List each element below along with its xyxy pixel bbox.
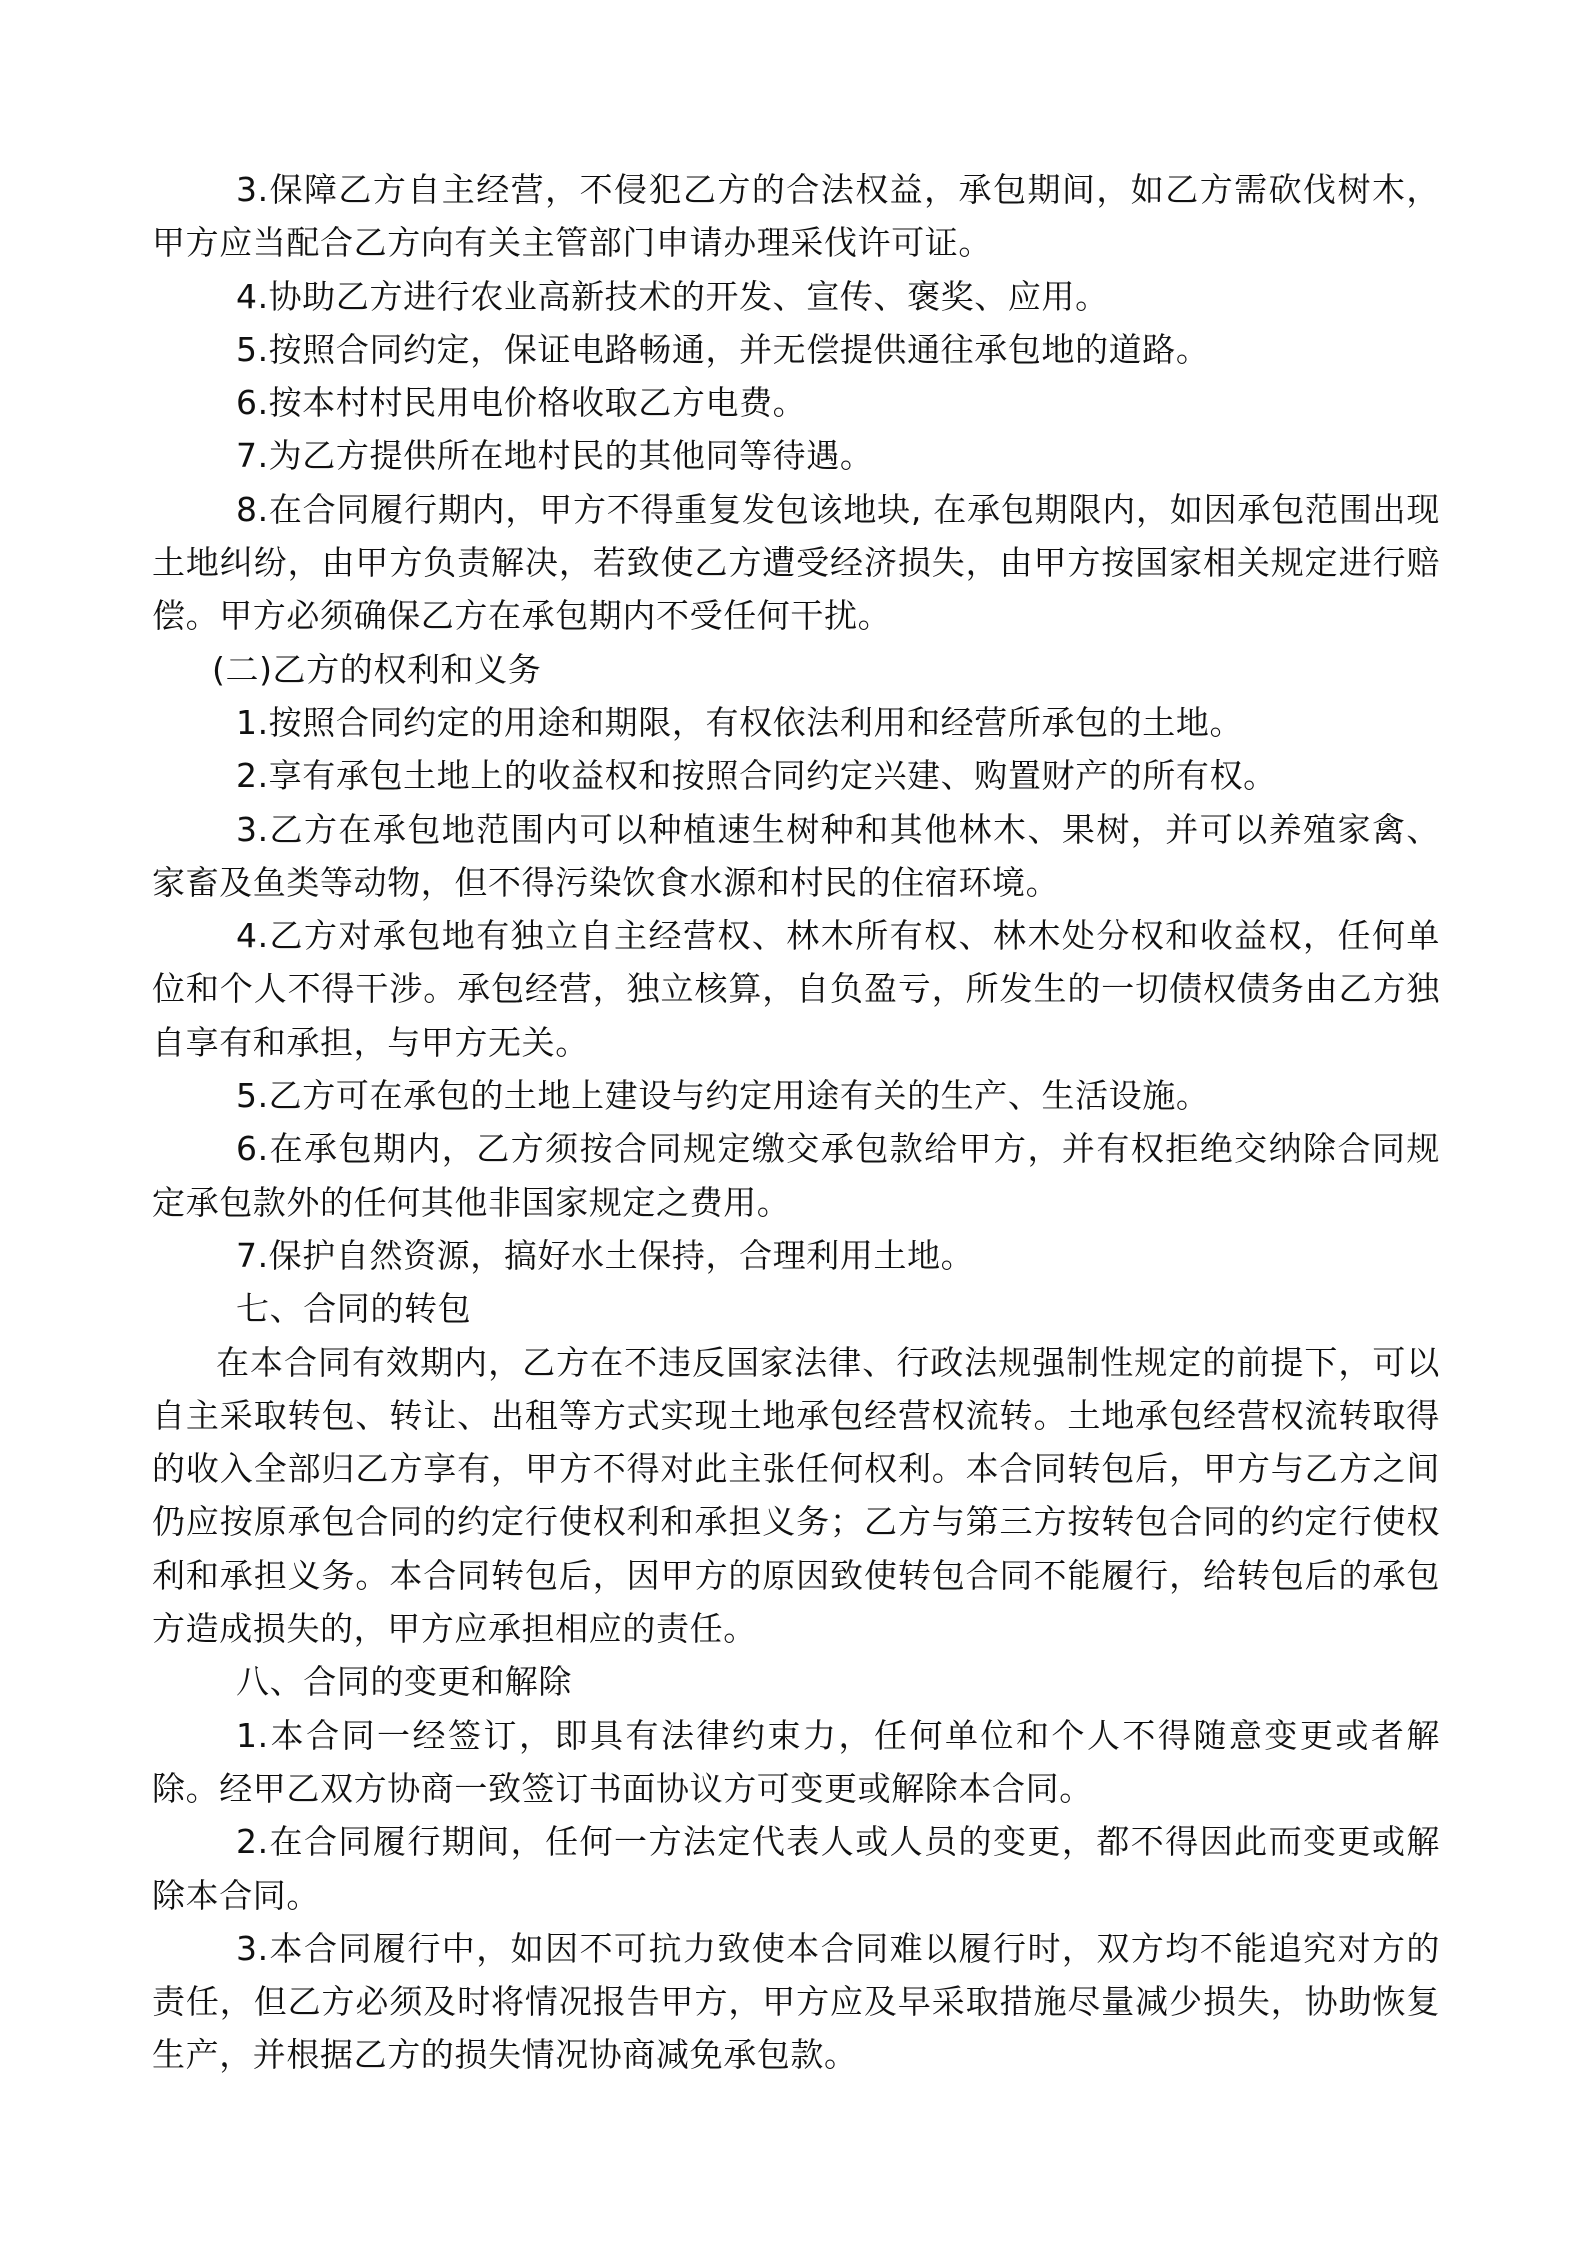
section-heading: 七、合同的转包 [236,1289,472,1329]
paragraph: 2.在合同履行期间，任何一方法定代表人或人员的变更，都不得因此而变更或解除本合同。 [152,1822,1440,1915]
paragraph: 3.乙方在承包地范围内可以种植速生树种和其他林木、果树，并可以养殖家禽、家畜及鱼类等动物，但不得污染饮食水源和村民的住宿环境。 [152,809,1440,902]
paragraph: 4.协助乙方进行农业高新技术的开发、宣传、褒奖、应用。 [236,276,1109,316]
paragraph: 3.保障乙方自主经营，不侵犯乙方的合法权益，承包期间，如乙方需砍伐树木，甲方应当配合乙方向有关主管部门申请办理采伐许可证。 [152,170,1440,263]
paragraph: 6.按本村村民用电价格收取乙方电费。 [236,383,807,423]
paragraph: 1.本合同一经签订，即具有法律约束力，任何单位和个人不得随意变更或者解除。经甲乙双方协商一致签订书面协议方可变更或解除本合同。 [152,1715,1440,1808]
paragraph: 3.本合同履行中，如因不可抗力致使本合同难以履行时，双方均不能追究对方的责任，但乙方必须及时将情况报告甲方，甲方应及早采取措施尽量减少损失，协助恢复生产，并根据乙方的损失情况协商减免承包款。 [152,1928,1440,2075]
paragraph: 4.乙方对承包地有独立自主经营权、林木所有权、林木处分权和收益权，任何单位和个人不得干涉。承包经营，独立核算，自负盈亏，所发生的一切债权债务由乙方独自享有和承担，与甲方无关。 [152,916,1440,1062]
document-body [152,163,1440,2082]
paragraph: 在本合同有效期内，乙方在不违反国家法律、行政法规强制性规定的前提下，可以自主采取转包、转让、出租等方式实现土地承包经营权流转。土地承包经营权流转取得的收入全部归乙方享有，甲方不得对此主张任何权利。本合同转包后，甲方与乙方之间仍应按原承包合同的约定行使权利和承担义务；乙方与第三方按转包合同的约定行使权利和承担义务。本合同转包后，因甲方的原因致使转包合同不能履行，给转包后的承包方造成损失的，甲方应承担相应的责任。 [152,1342,1440,1649]
paragraph: 1.按照合同约定的用途和期限，有权依法利用和经营所承包的土地。 [236,702,1244,742]
section-heading: (二)乙方的权利和义务 [212,649,542,689]
paragraph: 5.乙方可在承包的土地上建设与约定用途有关的生产、生活设施。 [236,1076,1210,1116]
paragraph: 7.为乙方提供所在地村民的其他同等待遇。 [236,436,874,476]
paragraph: 6.在承包期内，乙方须按合同规定缴交承包款给甲方，并有权拒绝交纳除合同规定承包款外的任何其他非国家规定之费用。 [152,1129,1440,1222]
paragraph: 8.在合同履行期内，甲方不得重复发包该地块, 在承包期限内，如因承包范围出现土地纠纷，由甲方负责解决，若致使乙方遭受经济损失，由甲方按国家相关规定进行赔偿。甲方必须确保乙方在承包期内不受任何干扰。 [152,489,1440,636]
section-heading: 八、合同的变更和解除 [236,1662,572,1702]
paragraph: 7.保护自然资源，搞好水土保持，合理利用土地。 [236,1235,975,1275]
paragraph: 2.享有承包土地上的收益权和按照合同约定兴建、购置财产的所有权。 [236,756,1277,796]
paragraph: 5.按照合同约定，保证电路畅通，并无偿提供通往承包地的道路。 [236,329,1210,369]
